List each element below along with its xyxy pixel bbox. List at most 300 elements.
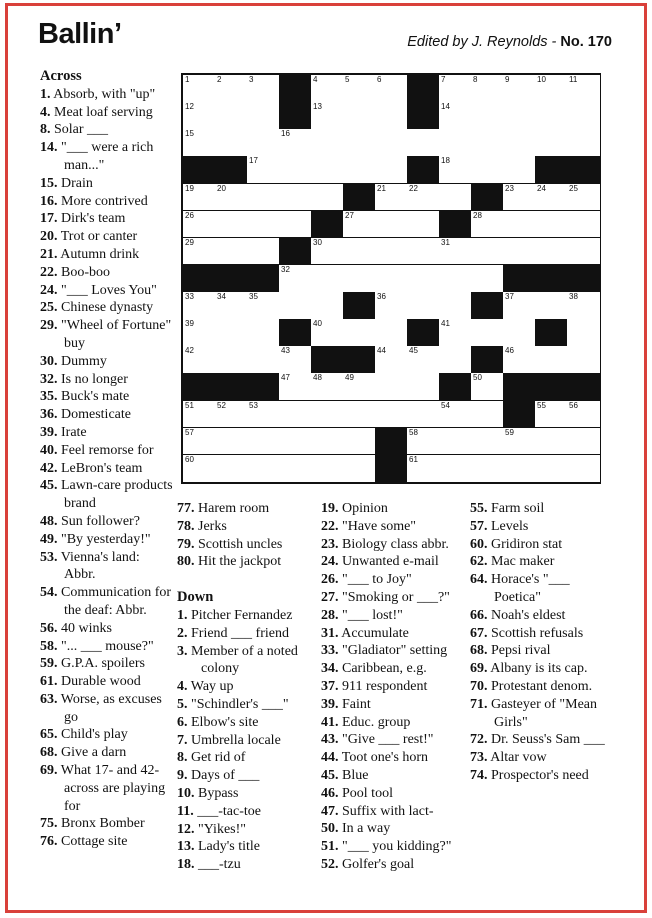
across-clue bbox=[40, 353, 174, 371]
clue-text: "Schindler's ___" bbox=[191, 696, 289, 712]
grid-cell[interactable] bbox=[375, 75, 408, 103]
grid-block bbox=[407, 319, 440, 347]
grid-cell[interactable] bbox=[407, 292, 440, 320]
grid-cell[interactable] bbox=[279, 292, 312, 320]
grid-cell[interactable] bbox=[535, 102, 568, 130]
grid-cell[interactable] bbox=[439, 265, 472, 293]
clue-number: 6. bbox=[177, 714, 188, 730]
grid-block bbox=[247, 265, 280, 293]
clue-text: "Yikes!" bbox=[198, 821, 246, 837]
down-clue bbox=[470, 678, 606, 696]
across-clue bbox=[40, 620, 174, 638]
grid-cell[interactable] bbox=[407, 373, 440, 401]
grid-cell[interactable] bbox=[215, 401, 248, 429]
grid-cell[interactable] bbox=[247, 238, 280, 266]
cell-number: 12 bbox=[185, 102, 194, 112]
grid-cell[interactable] bbox=[183, 401, 216, 429]
grid-cell[interactable] bbox=[439, 319, 472, 347]
grid-cell[interactable] bbox=[407, 346, 440, 374]
across-clue bbox=[40, 762, 174, 815]
cell-number: 38 bbox=[569, 292, 578, 302]
down-clue bbox=[321, 749, 467, 767]
down-clue bbox=[177, 785, 317, 803]
grid-cell[interactable] bbox=[503, 238, 536, 266]
clue-column-1 bbox=[40, 68, 174, 851]
across-clue bbox=[40, 673, 174, 691]
grid-cell[interactable] bbox=[407, 238, 440, 266]
clue-number: 48. bbox=[40, 513, 58, 529]
grid-cell[interactable] bbox=[343, 75, 376, 103]
grid-cell[interactable] bbox=[535, 211, 568, 239]
grid-cell[interactable] bbox=[247, 346, 280, 374]
grid-cell[interactable] bbox=[183, 129, 216, 157]
grid-cell[interactable] bbox=[567, 428, 600, 456]
grid-cell[interactable] bbox=[215, 238, 248, 266]
grid-cell[interactable] bbox=[375, 156, 408, 184]
clue-text: Golfer's goal bbox=[342, 856, 415, 872]
clue-text: "Gladiator" setting bbox=[342, 643, 448, 659]
grid-block bbox=[535, 319, 568, 347]
grid-cell[interactable] bbox=[503, 428, 536, 456]
grid-cell[interactable] bbox=[471, 373, 504, 401]
across-clue bbox=[40, 513, 174, 531]
grid-cell[interactable] bbox=[247, 455, 280, 483]
clue-text: Child's play bbox=[61, 727, 128, 743]
grid-cell[interactable] bbox=[183, 75, 216, 103]
cell-number: 2 bbox=[217, 75, 222, 84]
grid-cell[interactable] bbox=[311, 75, 344, 103]
grid-cell[interactable] bbox=[343, 102, 376, 130]
grid-cell[interactable] bbox=[503, 292, 536, 320]
cell-number: 40 bbox=[313, 319, 322, 329]
grid-cell[interactable] bbox=[215, 428, 248, 456]
grid-cell[interactable] bbox=[471, 102, 504, 130]
grid-cell[interactable] bbox=[247, 401, 280, 429]
grid-cell[interactable] bbox=[471, 455, 504, 483]
cell-number: 43 bbox=[281, 346, 290, 356]
grid-cell[interactable] bbox=[567, 129, 600, 157]
cell-number: 9 bbox=[505, 75, 510, 84]
across-clue bbox=[40, 86, 174, 104]
grid-cell[interactable] bbox=[567, 238, 600, 266]
down-clue bbox=[470, 749, 606, 767]
grid-cell[interactable] bbox=[183, 102, 216, 130]
cell-number: 7 bbox=[441, 75, 446, 84]
grid-cell[interactable] bbox=[471, 265, 504, 293]
grid-cell[interactable] bbox=[439, 129, 472, 157]
cell-number: 42 bbox=[185, 346, 194, 356]
clue-text: Altar vow bbox=[490, 750, 547, 766]
grid-cell[interactable] bbox=[375, 211, 408, 239]
grid-cell[interactable] bbox=[279, 184, 312, 212]
clue-text: What 17- and 42- across are playing for bbox=[60, 763, 166, 814]
grid-cell[interactable] bbox=[279, 455, 312, 483]
grid-cell[interactable] bbox=[439, 156, 472, 184]
grid-cell[interactable] bbox=[279, 129, 312, 157]
clue-text: Suffix with lact- bbox=[342, 803, 434, 819]
grid-cell[interactable] bbox=[535, 292, 568, 320]
clue-number: 59. bbox=[40, 656, 58, 672]
grid-cell[interactable] bbox=[375, 238, 408, 266]
cell-number: 37 bbox=[505, 292, 514, 302]
clue-text: Dummy bbox=[61, 353, 107, 369]
grid-cell[interactable] bbox=[567, 319, 600, 347]
cell-number: 10 bbox=[537, 75, 546, 84]
clue-number: 22. bbox=[40, 264, 58, 280]
grid-cell[interactable] bbox=[567, 292, 600, 320]
grid-cell[interactable] bbox=[247, 156, 280, 184]
clue-number: 15. bbox=[40, 175, 58, 191]
clue-number: 34. bbox=[321, 661, 339, 677]
grid-cell[interactable] bbox=[311, 156, 344, 184]
grid-cell[interactable] bbox=[535, 428, 568, 456]
clue-number: 35. bbox=[40, 389, 58, 405]
grid-cell[interactable] bbox=[311, 238, 344, 266]
grid-cell[interactable] bbox=[311, 129, 344, 157]
grid-cell[interactable] bbox=[343, 373, 376, 401]
across-clue bbox=[40, 406, 174, 424]
clue-text: Jerks bbox=[198, 518, 227, 534]
grid-cell[interactable] bbox=[503, 129, 536, 157]
grid-cell[interactable] bbox=[183, 184, 216, 212]
clue-number: 73. bbox=[470, 750, 488, 766]
grid-cell[interactable] bbox=[567, 211, 600, 239]
cell-number: 21 bbox=[377, 183, 386, 193]
clue-number: 79. bbox=[177, 536, 195, 552]
cell-number: 22 bbox=[409, 183, 418, 193]
grid-cell[interactable] bbox=[567, 184, 600, 212]
grid-cell[interactable] bbox=[439, 102, 472, 130]
grid-cell[interactable] bbox=[215, 75, 248, 103]
down-clue bbox=[177, 803, 317, 821]
clue-text: "___ were a rich man..." bbox=[61, 140, 154, 173]
clue-text: Lady's title bbox=[198, 839, 261, 855]
down-clue bbox=[177, 607, 317, 625]
cell-number: 36 bbox=[377, 292, 386, 302]
grid-cell[interactable] bbox=[471, 319, 504, 347]
grid-cell[interactable] bbox=[439, 184, 472, 212]
clue-number: 46. bbox=[321, 785, 339, 801]
grid-cell[interactable] bbox=[343, 428, 376, 456]
grid-cell[interactable] bbox=[535, 455, 568, 483]
grid-cell[interactable] bbox=[247, 292, 280, 320]
grid-cell[interactable] bbox=[503, 455, 536, 483]
grid-cell[interactable] bbox=[311, 292, 344, 320]
grid-cell[interactable] bbox=[471, 129, 504, 157]
grid-cell[interactable] bbox=[471, 156, 504, 184]
grid-cell[interactable] bbox=[503, 319, 536, 347]
grid-cell[interactable] bbox=[183, 211, 216, 239]
clue-number: 41. bbox=[321, 714, 339, 730]
grid-cell[interactable] bbox=[311, 428, 344, 456]
grid-cell[interactable] bbox=[471, 75, 504, 103]
byline bbox=[407, 34, 612, 50]
clue-number: 12. bbox=[177, 821, 195, 837]
grid-cell[interactable] bbox=[215, 102, 248, 130]
clue-text: Bypass bbox=[198, 785, 239, 801]
grid-cell[interactable] bbox=[535, 184, 568, 212]
cell-number: 16 bbox=[281, 129, 290, 139]
grid-cell[interactable] bbox=[535, 401, 568, 429]
grid-cell[interactable] bbox=[215, 346, 248, 374]
clue-number: 39. bbox=[321, 696, 339, 712]
clue-text: More contrived bbox=[61, 193, 148, 209]
across-clue bbox=[177, 500, 317, 518]
clue-text: Autumn drink bbox=[60, 246, 140, 262]
grid-cell[interactable] bbox=[343, 455, 376, 483]
grid-cell[interactable] bbox=[535, 238, 568, 266]
down-clue bbox=[321, 714, 467, 732]
grid-cell[interactable] bbox=[375, 373, 408, 401]
clue-text: Chinese dynasty bbox=[61, 300, 154, 316]
grid-cell[interactable] bbox=[215, 211, 248, 239]
grid-cell[interactable] bbox=[343, 129, 376, 157]
grid-cell[interactable] bbox=[375, 129, 408, 157]
grid-cell[interactable] bbox=[567, 102, 600, 130]
grid-cell[interactable] bbox=[567, 401, 600, 429]
grid-cell[interactable] bbox=[439, 455, 472, 483]
grid-cell[interactable] bbox=[183, 455, 216, 483]
cell-number: 29 bbox=[185, 237, 194, 247]
clue-number: 60. bbox=[470, 536, 488, 552]
across-clue bbox=[40, 691, 174, 727]
clue-text: LeBron's team bbox=[61, 460, 143, 476]
grid-cell[interactable] bbox=[407, 401, 440, 429]
grid-cell[interactable] bbox=[279, 346, 312, 374]
clue-number: 69. bbox=[40, 763, 58, 779]
down-clue bbox=[470, 767, 606, 785]
grid-cell[interactable] bbox=[279, 373, 312, 401]
cell-number: 1 bbox=[185, 75, 190, 84]
grid-cell[interactable] bbox=[343, 238, 376, 266]
down-clue bbox=[470, 625, 606, 643]
clue-number: 31. bbox=[321, 625, 339, 641]
grid-cell[interactable] bbox=[215, 292, 248, 320]
cell-number: 13 bbox=[313, 102, 322, 112]
cell-number: 14 bbox=[441, 102, 450, 112]
grid-cell[interactable] bbox=[567, 346, 600, 374]
down-clue bbox=[321, 731, 467, 749]
cell-number: 30 bbox=[313, 237, 322, 247]
clue-number: 50. bbox=[321, 821, 339, 837]
clue-number: 40. bbox=[40, 442, 58, 458]
grid-cell[interactable] bbox=[343, 211, 376, 239]
grid-cell[interactable] bbox=[183, 238, 216, 266]
grid-cell[interactable] bbox=[439, 346, 472, 374]
grid-cell[interactable] bbox=[343, 265, 376, 293]
across-clue bbox=[40, 584, 174, 620]
clue-text: Get rid of bbox=[191, 750, 246, 766]
grid-cell[interactable] bbox=[247, 211, 280, 239]
clue-number: 47. bbox=[321, 803, 339, 819]
grid-cell[interactable] bbox=[311, 184, 344, 212]
grid-cell[interactable] bbox=[279, 156, 312, 184]
grid-block bbox=[471, 184, 504, 212]
clue-text: Trot or canter bbox=[60, 229, 138, 245]
down-clue bbox=[470, 571, 606, 607]
grid-cell[interactable] bbox=[375, 292, 408, 320]
cell-number: 24 bbox=[537, 183, 546, 193]
cell-number: 57 bbox=[185, 427, 194, 437]
clue-text: Mac maker bbox=[491, 554, 555, 570]
clue-text: Pool tool bbox=[342, 785, 393, 801]
grid-cell[interactable] bbox=[503, 346, 536, 374]
grid-block bbox=[407, 156, 440, 184]
grid-cell[interactable] bbox=[407, 211, 440, 239]
cell-number: 58 bbox=[409, 427, 418, 437]
across-clue bbox=[177, 536, 317, 554]
grid-cell[interactable] bbox=[407, 265, 440, 293]
grid-cell[interactable] bbox=[375, 346, 408, 374]
grid-cell[interactable] bbox=[311, 401, 344, 429]
grid-cell[interactable] bbox=[215, 455, 248, 483]
grid-cell[interactable] bbox=[535, 75, 568, 103]
grid-cell[interactable] bbox=[375, 319, 408, 347]
grid-cell[interactable] bbox=[215, 129, 248, 157]
clue-number: 61. bbox=[40, 674, 58, 690]
grid-cell[interactable] bbox=[439, 75, 472, 103]
grid-block bbox=[375, 428, 408, 456]
grid-cell[interactable] bbox=[311, 455, 344, 483]
clue-text: Friend ___ friend bbox=[191, 625, 289, 641]
down-clue bbox=[321, 553, 467, 571]
grid-cell[interactable] bbox=[503, 75, 536, 103]
cell-number: 61 bbox=[409, 454, 418, 464]
grid-cell[interactable] bbox=[247, 319, 280, 347]
grid-cell[interactable] bbox=[503, 211, 536, 239]
down-clue bbox=[470, 500, 606, 518]
grid-cell[interactable] bbox=[215, 319, 248, 347]
grid-cell[interactable] bbox=[439, 238, 472, 266]
grid-cell[interactable] bbox=[215, 184, 248, 212]
grid-block bbox=[183, 156, 216, 184]
grid-cell[interactable] bbox=[567, 75, 600, 103]
grid-cell[interactable] bbox=[535, 346, 568, 374]
grid-cell[interactable] bbox=[183, 346, 216, 374]
puzzle-title: Ballin’ bbox=[38, 18, 122, 50]
grid-cell[interactable] bbox=[439, 401, 472, 429]
clue-text: ___-tzu bbox=[198, 857, 241, 873]
across-clue bbox=[40, 210, 174, 228]
down-clue bbox=[321, 856, 467, 874]
grid-cell[interactable] bbox=[279, 265, 312, 293]
grid-cell[interactable] bbox=[279, 211, 312, 239]
across-clue bbox=[177, 553, 317, 571]
clue-number: 44. bbox=[321, 750, 339, 766]
grid-cell[interactable] bbox=[471, 211, 504, 239]
down-clue bbox=[470, 660, 606, 678]
grid-block bbox=[503, 373, 536, 401]
grid-cell[interactable] bbox=[183, 292, 216, 320]
clue-number: 3. bbox=[177, 643, 188, 659]
clue-number: 70. bbox=[470, 678, 488, 694]
across-clue bbox=[40, 442, 174, 460]
grid-cell[interactable] bbox=[247, 428, 280, 456]
cell-number: 6 bbox=[377, 75, 382, 84]
cell-number: 27 bbox=[345, 210, 354, 220]
grid-cell[interactable] bbox=[311, 319, 344, 347]
grid-cell[interactable] bbox=[407, 129, 440, 157]
across-clue bbox=[40, 424, 174, 442]
clue-text: Bronx Bomber bbox=[61, 816, 145, 832]
grid-cell[interactable] bbox=[311, 373, 344, 401]
grid-block bbox=[215, 156, 248, 184]
clue-text: Dirk's team bbox=[61, 211, 126, 227]
grid-cell[interactable] bbox=[375, 265, 408, 293]
cell-number: 54 bbox=[441, 400, 450, 410]
clue-number: 10. bbox=[177, 785, 195, 801]
grid-cell[interactable] bbox=[471, 428, 504, 456]
clue-text: 40 winks bbox=[61, 620, 112, 636]
cell-number: 20 bbox=[217, 183, 226, 193]
down-clue bbox=[177, 678, 317, 696]
down-clue bbox=[177, 714, 317, 732]
clue-number: 80. bbox=[177, 554, 195, 570]
down-clue bbox=[321, 803, 467, 821]
across-clue bbox=[40, 549, 174, 585]
grid-cell[interactable] bbox=[247, 184, 280, 212]
grid-cell[interactable] bbox=[375, 102, 408, 130]
down-clue bbox=[177, 643, 317, 679]
clue-text: Solar ___ bbox=[54, 122, 109, 138]
grid-block bbox=[311, 211, 344, 239]
down-clue bbox=[321, 660, 467, 678]
grid-cell[interactable] bbox=[375, 401, 408, 429]
grid-cell[interactable] bbox=[471, 401, 504, 429]
grid-cell[interactable] bbox=[343, 319, 376, 347]
grid-cell[interactable] bbox=[471, 238, 504, 266]
grid-cell[interactable] bbox=[279, 401, 312, 429]
clue-number: 32. bbox=[40, 371, 58, 387]
grid-cell[interactable] bbox=[247, 75, 280, 103]
clue-number: 13. bbox=[177, 839, 195, 855]
grid-block bbox=[183, 373, 216, 401]
clue-number: 42. bbox=[40, 460, 58, 476]
grid-cell[interactable] bbox=[503, 156, 536, 184]
grid-cell[interactable] bbox=[311, 265, 344, 293]
grid-cell[interactable] bbox=[343, 156, 376, 184]
clue-text: Irate bbox=[61, 424, 87, 440]
clue-number: 78. bbox=[177, 518, 195, 534]
grid-cell[interactable] bbox=[183, 319, 216, 347]
clue-number: 66. bbox=[470, 607, 488, 623]
clue-number: 1. bbox=[177, 607, 188, 623]
grid-cell[interactable] bbox=[535, 129, 568, 157]
grid-block bbox=[407, 75, 440, 103]
grid-cell[interactable] bbox=[375, 184, 408, 212]
grid-cell[interactable] bbox=[439, 292, 472, 320]
grid-cell[interactable] bbox=[343, 401, 376, 429]
grid-cell[interactable] bbox=[503, 102, 536, 130]
clue-text: Prospector's need bbox=[491, 767, 589, 783]
grid-cell[interactable] bbox=[407, 184, 440, 212]
grid-cell[interactable] bbox=[183, 428, 216, 456]
grid-cell[interactable] bbox=[407, 428, 440, 456]
grid-cell[interactable] bbox=[439, 428, 472, 456]
grid-cell[interactable] bbox=[567, 455, 600, 483]
grid-cell[interactable] bbox=[407, 455, 440, 483]
grid-cell[interactable] bbox=[247, 102, 280, 130]
grid-cell[interactable] bbox=[311, 102, 344, 130]
grid-cell[interactable] bbox=[279, 428, 312, 456]
cell-number: 11 bbox=[569, 75, 578, 84]
down-clue bbox=[177, 696, 317, 714]
clue-number: 1. bbox=[40, 86, 51, 102]
grid-cell[interactable] bbox=[247, 129, 280, 157]
grid-cell[interactable] bbox=[503, 184, 536, 212]
clue-text: Vienna's land: Abbr. bbox=[60, 549, 140, 583]
clue-text: Gasteyer of "Mean Girls" bbox=[491, 696, 598, 730]
